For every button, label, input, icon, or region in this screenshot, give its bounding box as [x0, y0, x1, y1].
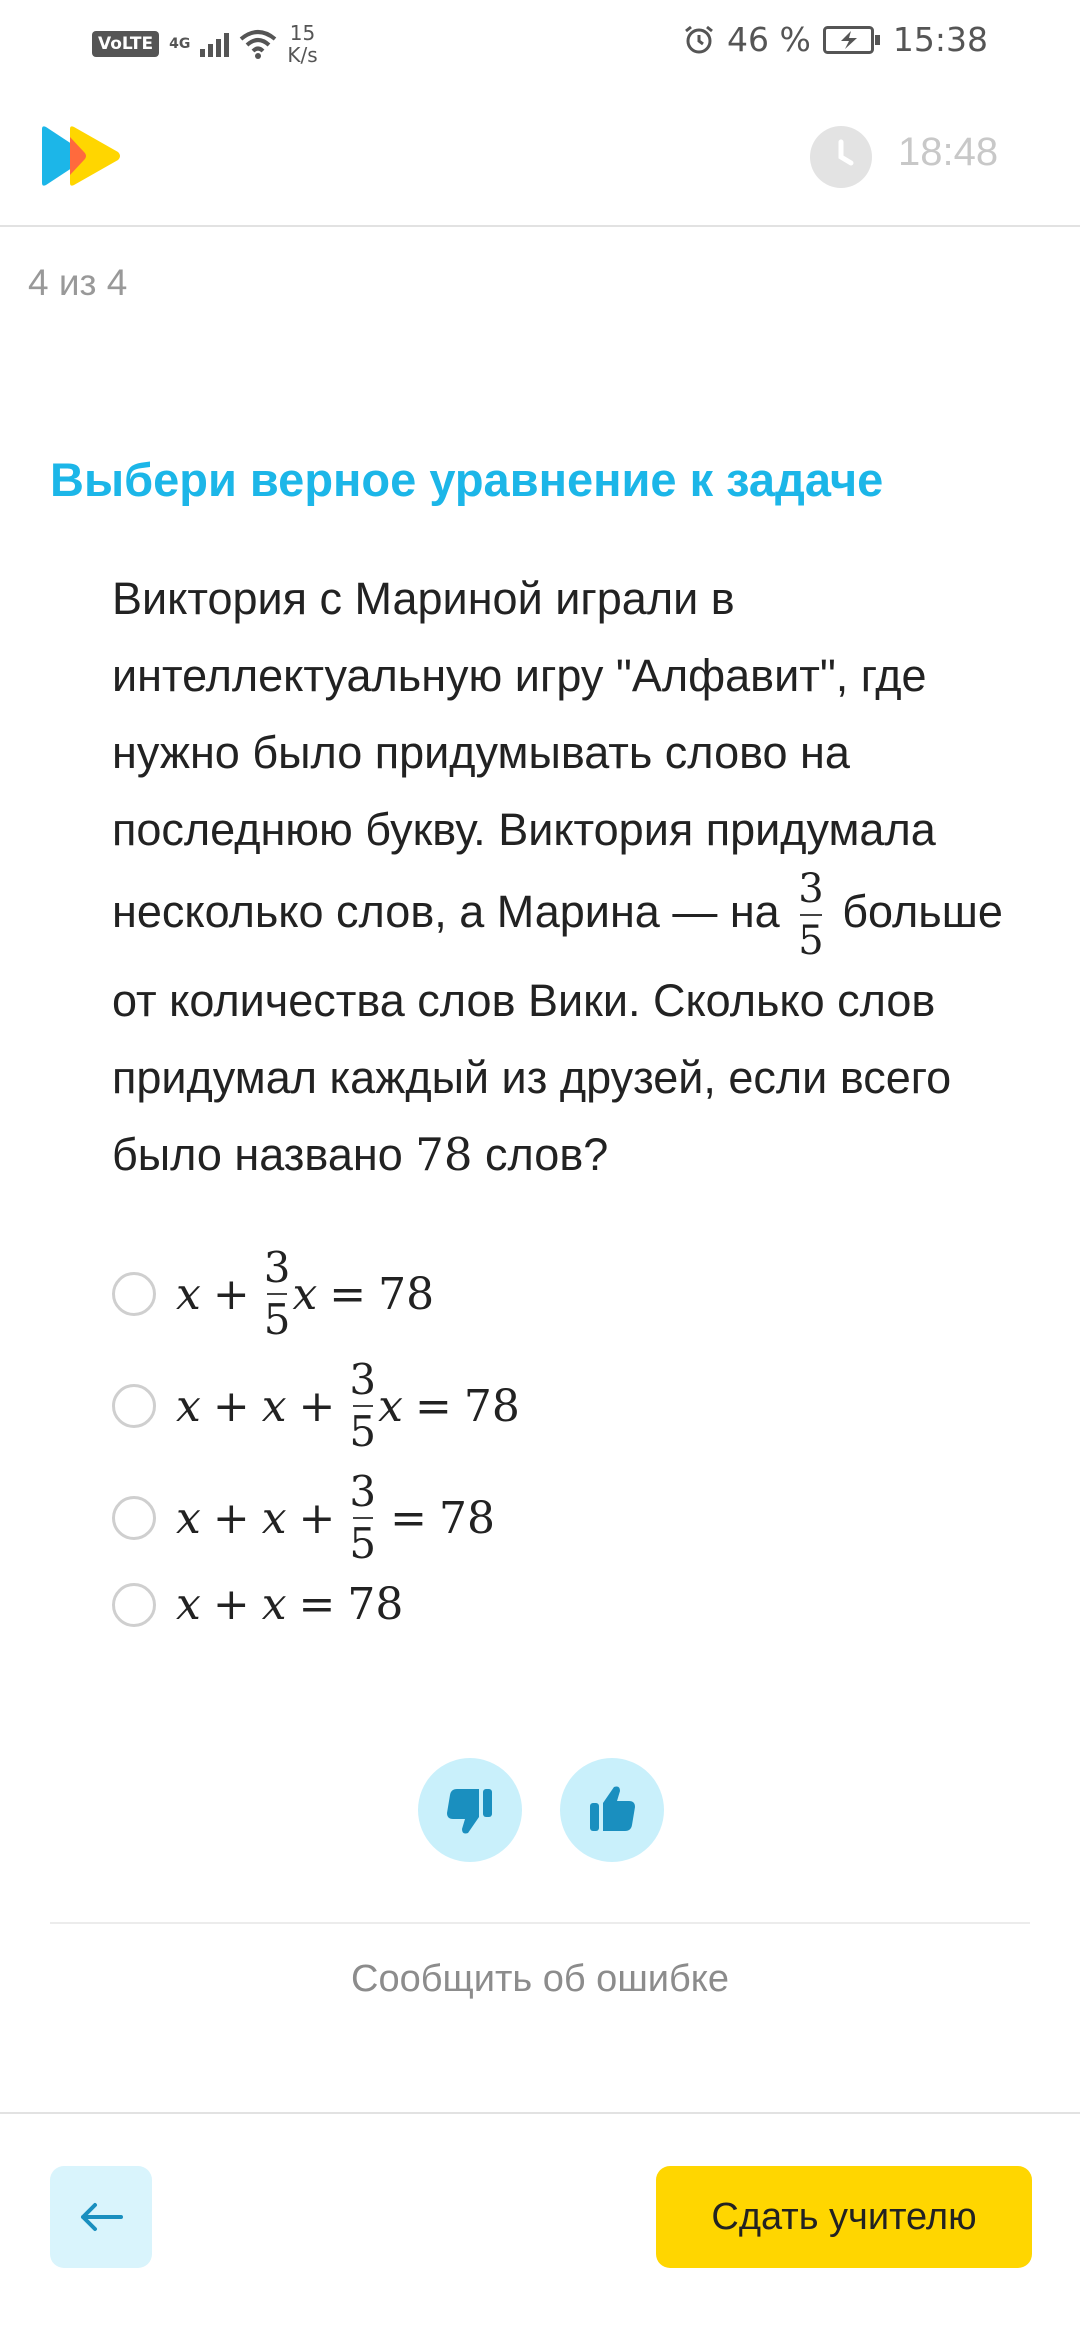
footer-divider — [0, 2112, 1080, 2114]
fraction-numerator: 3 — [798, 866, 824, 912]
task-text-part1: Виктория с Мариной играли в интеллектуальную игру "Алфавит", где нужно было придумывать слово на последнюю букву. Виктория придумала несколько слов, а Марина — на — [112, 573, 936, 937]
equals-sign: = — [298, 1579, 336, 1630]
arrow-left-icon — [79, 2202, 123, 2232]
equals-sign: = — [414, 1380, 452, 1432]
fraction — [349, 1469, 376, 1567]
feedback-divider — [50, 1922, 1030, 1924]
denominator: 5 — [263, 1295, 291, 1344]
clock-icon — [810, 126, 872, 188]
var-x: x — [176, 1492, 201, 1544]
task-text — [112, 560, 1012, 1193]
task-text-part3: слов? — [485, 1129, 609, 1180]
answer-option-1[interactable] — [112, 1245, 434, 1343]
var-x: x — [261, 1579, 287, 1630]
clock: 15:38 — [892, 20, 988, 59]
question-title: Выбери верное уравнение к задаче — [50, 453, 884, 506]
var-x: x — [261, 1380, 287, 1432]
denominator: 5 — [349, 1519, 377, 1568]
radio-button[interactable] — [112, 1496, 156, 1540]
header-divider — [0, 225, 1080, 227]
equals-sign: = — [390, 1492, 428, 1544]
volte-badge: VoLTE — [92, 31, 159, 57]
var-x: x — [261, 1492, 287, 1544]
battery-percent: 46 % — [727, 20, 811, 59]
numerator: 3 — [349, 1355, 377, 1404]
value: 78 — [463, 1380, 520, 1432]
var-x: x — [378, 1380, 403, 1432]
var-x: x — [176, 1380, 201, 1432]
plus-sign: + — [212, 1579, 250, 1630]
report-error-link[interactable]: Сообщить об ошибке — [351, 1958, 729, 2000]
plus-sign: + — [212, 1380, 250, 1432]
back-button[interactable] — [50, 2166, 152, 2268]
like-button[interactable] — [560, 1758, 664, 1862]
signal-icon — [200, 31, 229, 57]
network-speed — [287, 22, 317, 66]
numerator: 3 — [263, 1243, 291, 1292]
fraction-bar — [800, 914, 822, 916]
speed-unit: K/s — [287, 43, 318, 67]
var-x: x — [292, 1268, 318, 1320]
var-x: x — [176, 1579, 201, 1630]
value: 78 — [378, 1268, 435, 1320]
speed-value: 15 — [289, 21, 316, 45]
timer: 18:48 — [898, 130, 999, 174]
thumbs-down-icon — [443, 1783, 497, 1837]
question-progress: 4 из 4 — [28, 262, 128, 303]
plus-sign: + — [298, 1380, 336, 1432]
equation — [176, 1357, 520, 1455]
app-logo — [40, 125, 124, 187]
total-number: 78 — [415, 1128, 473, 1181]
radio-button[interactable] — [112, 1272, 156, 1316]
network-type: 4G — [169, 36, 191, 52]
status-right — [683, 20, 988, 59]
alarm-icon — [683, 24, 715, 56]
status-left — [92, 22, 318, 66]
equals-sign: = — [329, 1268, 367, 1320]
answer-option-4[interactable] — [112, 1579, 403, 1630]
var-x: x — [176, 1268, 201, 1320]
submit-to-teacher-button[interactable]: Сдать учителю — [656, 2166, 1032, 2268]
status-bar — [0, 0, 1080, 90]
equation — [176, 1579, 403, 1630]
task-text-part2: больше от количества слов Вики. Сколько слов придумал каждый из друзей, если всего было названо — [112, 885, 1003, 1180]
fraction — [798, 868, 823, 962]
fraction — [264, 1245, 291, 1343]
plus-sign: + — [212, 1268, 250, 1320]
fraction — [349, 1357, 376, 1455]
equation — [176, 1245, 434, 1343]
answer-option-3[interactable] — [112, 1469, 495, 1567]
radio-button[interactable] — [112, 1583, 156, 1627]
thumbs-up-icon — [585, 1783, 639, 1837]
fraction-denominator: 5 — [798, 918, 824, 964]
radio-button[interactable] — [112, 1384, 156, 1428]
wifi-icon — [239, 29, 277, 59]
plus-sign: + — [298, 1492, 336, 1544]
denominator: 5 — [349, 1407, 377, 1456]
plus-sign: + — [212, 1492, 250, 1544]
numerator: 3 — [349, 1467, 377, 1516]
battery-charging-icon — [823, 26, 881, 54]
answer-option-2[interactable] — [112, 1357, 520, 1455]
value: 78 — [347, 1579, 404, 1630]
equation — [176, 1469, 495, 1567]
dislike-button[interactable] — [418, 1758, 522, 1862]
value: 78 — [439, 1492, 496, 1544]
